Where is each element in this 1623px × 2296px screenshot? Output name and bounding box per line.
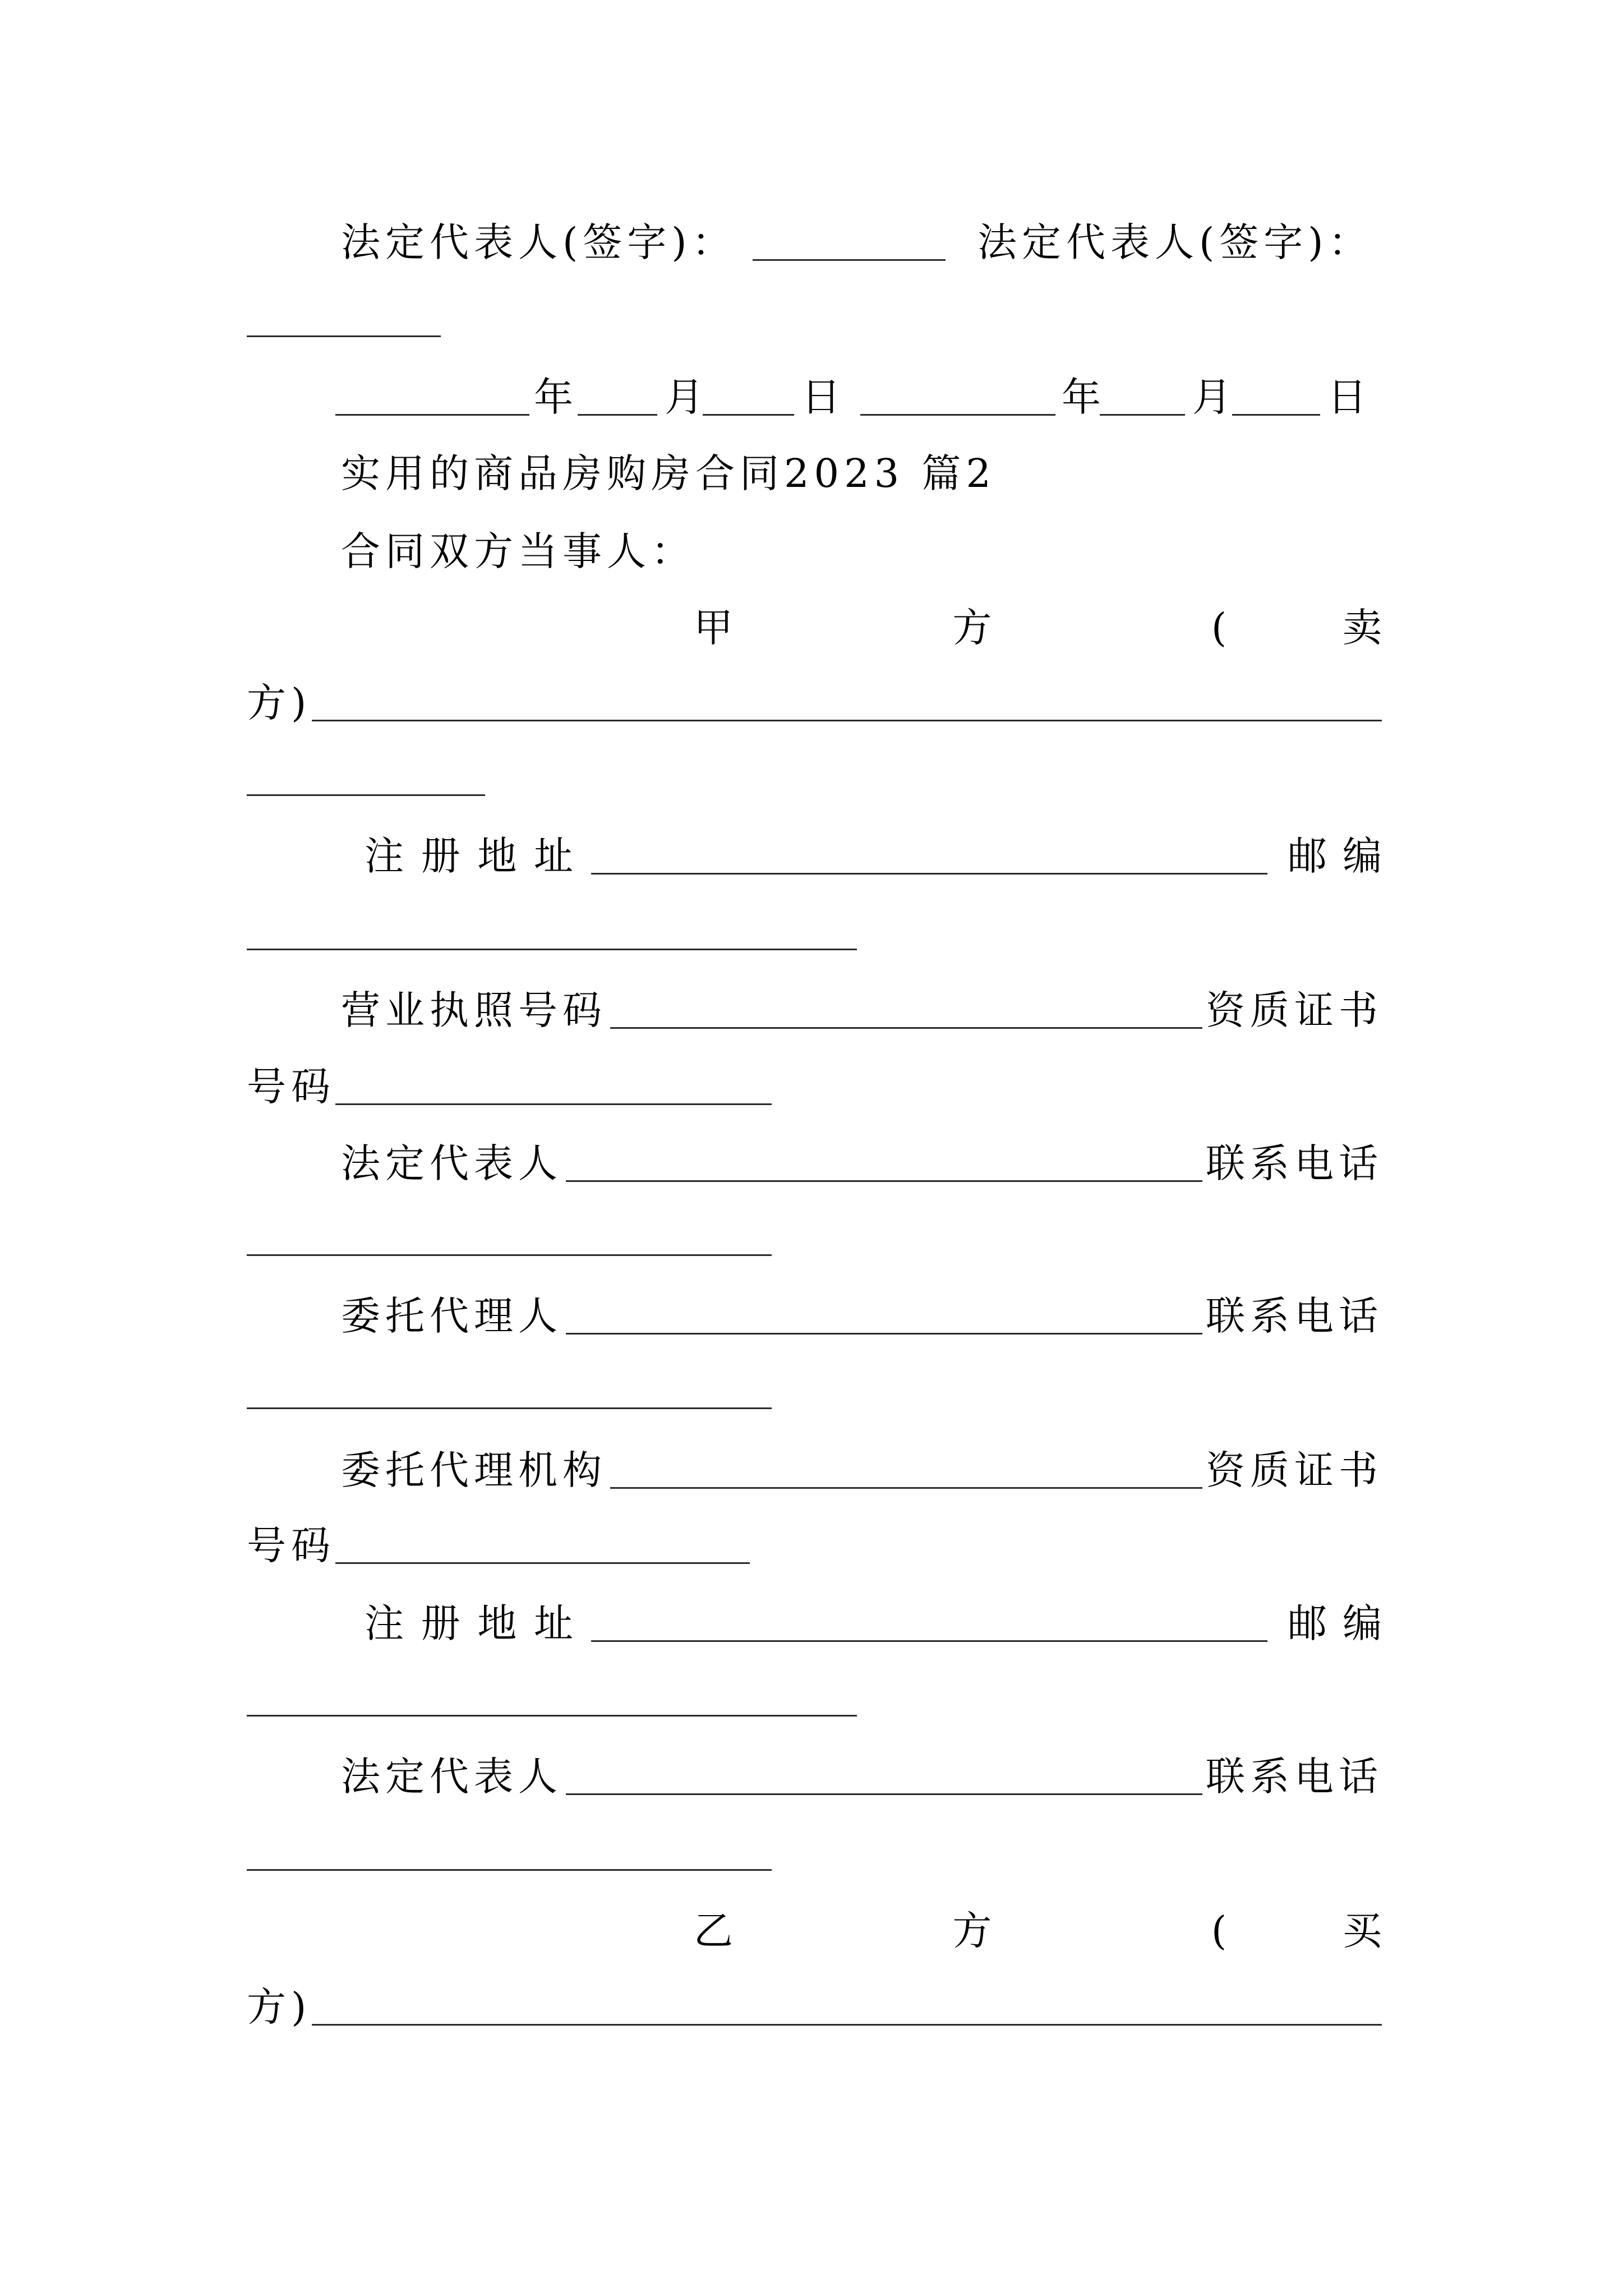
party-a-legal-rep-phone-blank bbox=[247, 1254, 772, 1256]
buyer-signature-blank bbox=[247, 335, 441, 337]
agency-legal-rep-phone-label: 联系电话 bbox=[1206, 1754, 1383, 1800]
party-a-qualification-number-label: 号码 bbox=[247, 1064, 335, 1110]
parties-heading: 合同双方当事人： bbox=[341, 528, 695, 574]
party-a-heading: 甲 方 ( 卖 bbox=[694, 605, 1382, 651]
party-a-name-blank-cont bbox=[247, 794, 485, 796]
party-a-heading-cont: 方) bbox=[247, 680, 312, 726]
agency-cert-number-label: 号码 bbox=[247, 1522, 335, 1568]
party-a-agent-phone-blank bbox=[247, 1407, 772, 1409]
seller-date-day-label: 日 bbox=[801, 374, 846, 420]
party-a-name-blank bbox=[312, 720, 1382, 721]
seller-legal-rep-signature-label: 法定代表人(签字)： bbox=[341, 219, 736, 265]
agency-legal-rep-label: 法定代表人 bbox=[341, 1754, 562, 1800]
party-a-registered-address-blank bbox=[591, 873, 1267, 875]
party-a-qualification-number-blank bbox=[335, 1103, 772, 1105]
party-b-heading-cont: 方) bbox=[247, 1984, 312, 2030]
seller-date-month-blank bbox=[578, 414, 657, 416]
party-a-agent-label: 委托代理人 bbox=[341, 1293, 562, 1339]
agency-postcode-label: 邮 编 bbox=[1288, 1600, 1382, 1646]
party-a-qualification-cert-label: 资质证书 bbox=[1206, 987, 1383, 1033]
agency-name-blank bbox=[610, 1487, 1202, 1489]
party-a-legal-rep-blank bbox=[566, 1180, 1202, 1182]
party-a-legal-rep-phone-label: 联系电话 bbox=[1206, 1140, 1383, 1186]
party-b-heading: 乙 方 ( 买 bbox=[694, 1908, 1382, 1954]
agency-cert-label: 资质证书 bbox=[1206, 1447, 1383, 1493]
seller-date-year-label: 年 bbox=[534, 374, 578, 420]
party-a-business-license-blank bbox=[610, 1027, 1202, 1029]
agency-legal-rep-blank bbox=[566, 1793, 1202, 1795]
seller-date-month-label: 月 bbox=[665, 374, 709, 420]
contract-title: 实用的商品房购房合同2023 篇2 bbox=[341, 450, 996, 496]
party-a-agent-phone-label: 联系电话 bbox=[1206, 1293, 1383, 1339]
buyer-date-year-blank bbox=[860, 414, 1055, 416]
agency-cert-number-blank bbox=[335, 1562, 750, 1564]
party-a-business-license-label: 营业执照号码 bbox=[341, 987, 607, 1033]
agency-postcode-blank bbox=[247, 1715, 857, 1717]
seller-date-year-blank bbox=[335, 414, 529, 416]
agency-name-label: 委托代理机构 bbox=[341, 1447, 607, 1493]
buyer-legal-rep-signature-label: 法定代表人(签字)： bbox=[978, 219, 1373, 265]
party-a-registered-address-label: 注 册 地 址 bbox=[365, 833, 573, 879]
buyer-date-year-label: 年 bbox=[1062, 374, 1106, 420]
buyer-date-day-label: 日 bbox=[1327, 374, 1372, 420]
agency-registered-address-blank bbox=[591, 1640, 1267, 1642]
buyer-date-day-blank bbox=[1232, 414, 1320, 416]
party-b-name-blank bbox=[312, 2024, 1382, 2026]
buyer-date-month-label: 月 bbox=[1192, 374, 1237, 420]
agency-registered-address-label: 注 册 地 址 bbox=[365, 1600, 573, 1646]
party-a-agent-blank bbox=[566, 1333, 1202, 1335]
agency-legal-rep-phone-blank bbox=[247, 1869, 772, 1871]
party-a-postcode-blank bbox=[247, 949, 857, 950]
party-a-legal-rep-label: 法定代表人 bbox=[341, 1140, 562, 1186]
seller-date-day-blank bbox=[703, 414, 794, 416]
buyer-date-month-blank bbox=[1100, 414, 1185, 416]
party-a-postcode-label: 邮 编 bbox=[1288, 833, 1382, 879]
seller-signature-blank bbox=[753, 259, 946, 261]
